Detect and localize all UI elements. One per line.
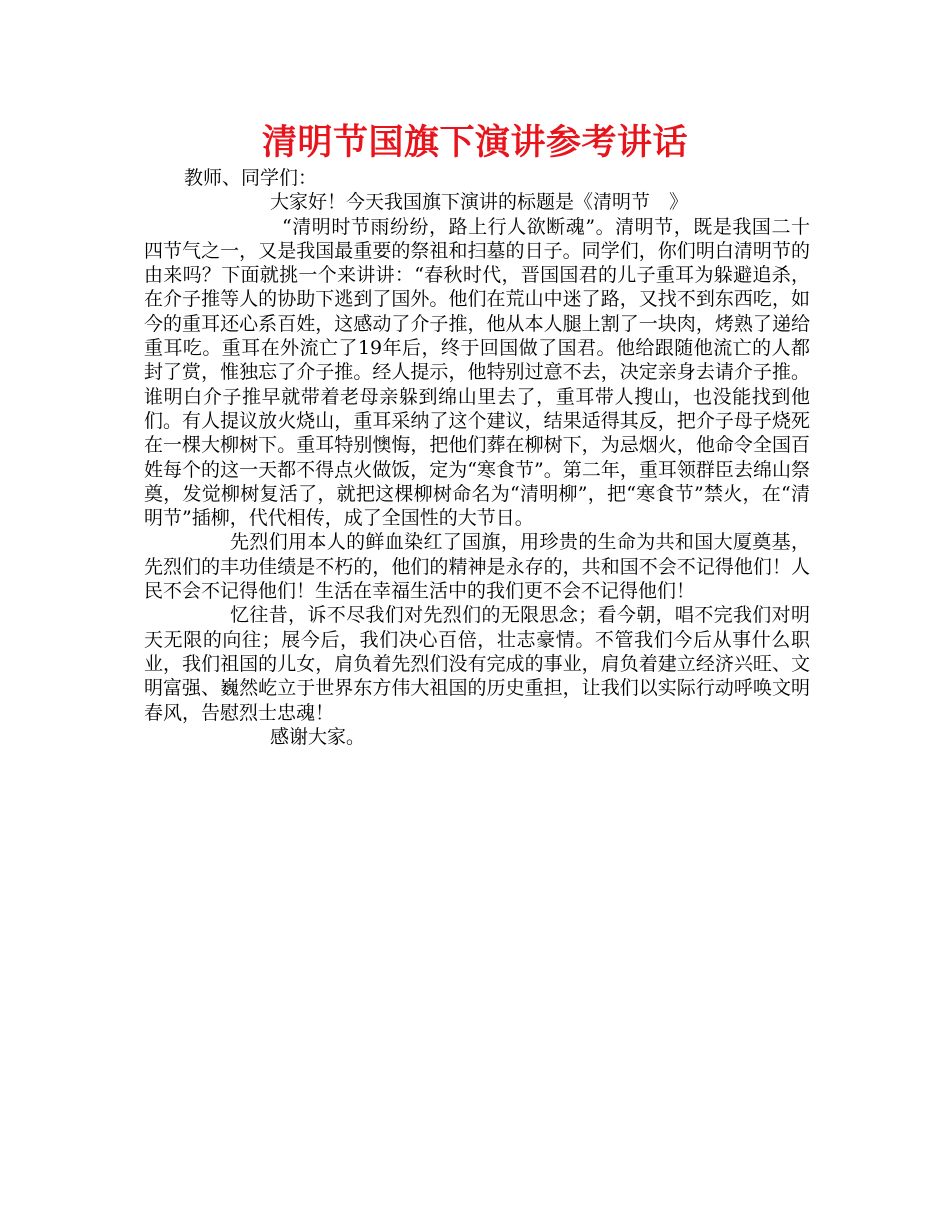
document-body [144, 166, 810, 749]
greeting: 大家好！今天我国旗下演讲的标题是《清明节 》 [270, 191, 689, 214]
paragraph-3: 忆往昔，诉不尽我们对先烈们的无限思念；看今朝，唱不完我们对明天无限的向往；展今后，我们决心百倍，壮志豪情。不管我们今后从事什么职业，我们祖国的儿女，肩负着先烈们没有完成的事业，肩负着建立经济兴旺、文明富强、巍然屹立于世界东方伟大祖国的历史重担，让我们以实际行动呼唤文明春风，告慰烈士忠魂！ [144, 604, 810, 724]
paragraph-1: “清明时节雨纷纷，路上行人欲断魂”。清明节，既是我国二十四节气之一，又是我国最重要的祭祖和扫墓的日子。同学们，你们明白清明节的由来吗？下面就挑一个来讲讲：“春秋时代，晋国国君的儿子重耳为躲避追杀，在介子推等人的协助下逃到了国外。他们在荒山中迷了路，又找不到东西吃，如今的重耳还心系百姓，这感动了介子推，他从本人腿上割了一块肉，烤熟了递给重耳吃。重耳在外流亡了19年后，终于回国做了国君。他给跟随他流亡的人都封了赏，惟独忘了介子推。经人提示，他特别过意不去，决定亲身去请介子推。谁明白介子推早就带着老母亲躲到绵山里去了，重耳带人搜山，也没能找到他们。有人提议放火烧山，重耳采纳了这个建议，结果适得其反，把介子母子烧死在一棵大柳树下。重耳特别懊悔，把他们葬在柳树下，为忌烟火，他命令全国百姓每个的这一天都不得点火做饭，定为“寒食节”。第二年，重耳领群臣去绵山祭奠，发觉柳树复活了，就把这棵柳树命名为“清明柳”，把“寒食节”禁火，在“清明节”插柳，代代相传，成了全国性的大节日。 [144, 215, 810, 530]
salutation: 教师、同学们： [184, 167, 318, 189]
document-title: 清明节国旗下演讲参考讲话 [261, 123, 688, 163]
closing-line: 感谢大家。 [270, 725, 366, 748]
paragraph-2: 先烈们用本人的鲜血染红了国旗，用珍贵的生命为共和国大厦奠基，先烈们的丰功佳绩是不朽的，他们的精神是永存的，共和国不会不记得他们！人民不会不记得他们！生活在幸福生活中的我们更不会不记得他们！ [144, 531, 810, 603]
